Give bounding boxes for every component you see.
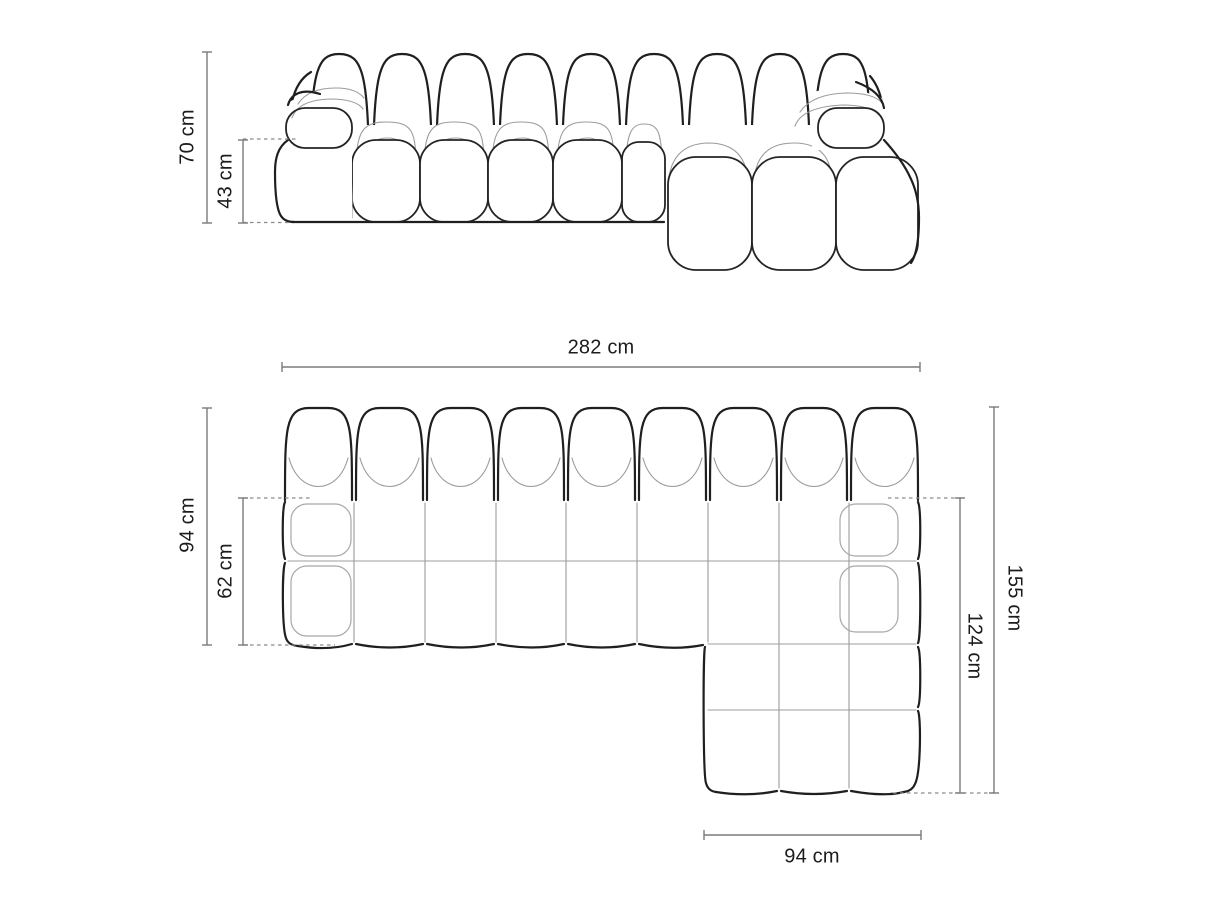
left-arm-pad: [291, 566, 351, 636]
label-plan-total-depth: 155 cm: [1003, 564, 1026, 632]
seat-cushion: [488, 140, 553, 222]
dim-front-seat-height: [238, 140, 248, 223]
dim-plan-seat-depth: [238, 498, 248, 645]
front-view: [275, 54, 928, 270]
seat-cushion: [553, 140, 622, 222]
dim-plan-total-depth: [989, 407, 999, 793]
front-chaise-cushions: [668, 157, 918, 270]
seat-cushion: [622, 142, 665, 222]
label-plan-chaise-depth: 124 cm: [963, 612, 986, 680]
chaise-cushion: [752, 157, 836, 270]
chaise-cushion: [668, 157, 752, 270]
dim-front-total-height: [202, 52, 212, 223]
plan-back-cushions: [285, 408, 918, 500]
plan-grid: [288, 503, 916, 788]
plan-armrest-pads: [291, 504, 898, 636]
label-plan-total-width: 282 cm: [567, 336, 635, 359]
front-seat-cushions: [352, 140, 665, 222]
chaise-cushion: [836, 157, 918, 270]
left-arm-pad: [291, 504, 351, 556]
label-front-total-height: 70 cm: [176, 109, 199, 165]
seat-cushion: [352, 140, 420, 222]
label-plan-body-depth: 94 cm: [176, 497, 199, 553]
seat-cushion: [420, 140, 488, 222]
dim-plan-total-width: [282, 362, 920, 372]
dim-plan-chaise-width: [704, 830, 921, 840]
label-front-seat-height: 43 cm: [214, 153, 237, 209]
plan-view: [283, 408, 921, 794]
plan-outline: [283, 502, 921, 794]
front-left-armrest: [275, 88, 364, 222]
label-plan-chaise-width: 94 cm: [784, 845, 840, 868]
label-plan-seat-depth: 62 cm: [214, 543, 237, 599]
dim-plan-body-depth: [202, 408, 212, 645]
